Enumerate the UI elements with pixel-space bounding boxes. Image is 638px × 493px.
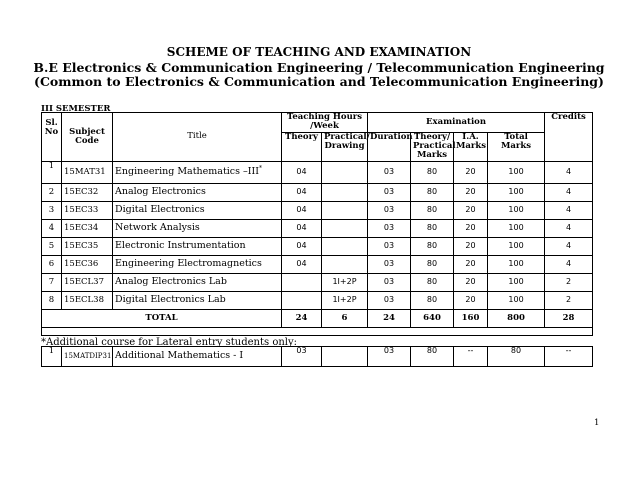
cell-title: Digital Electronics <box>113 201 282 219</box>
cell-title: Network Analysis <box>113 219 282 237</box>
cell-sl: 7 <box>42 273 62 291</box>
cell-credits: 4 <box>545 255 593 273</box>
cell-theory: 04 <box>282 183 322 201</box>
cell-title: Engineering Mathematics –III* <box>113 161 282 183</box>
table-row <box>42 237 593 255</box>
total-ia: 160 <box>454 309 488 327</box>
cell-duration: 03 <box>368 201 411 219</box>
cell-ia: 20 <box>454 237 488 255</box>
header-total-marks: Total Marks <box>488 132 545 161</box>
total-marks: 800 <box>488 309 545 327</box>
cell-code: 15EC34 <box>62 219 113 237</box>
cell-practical <box>322 255 368 273</box>
cell-code: 15EC32 <box>62 183 113 201</box>
cell-credits: 2 <box>545 273 593 291</box>
cell-practical <box>322 237 368 255</box>
cell-total: 100 <box>488 237 545 255</box>
spacer-row <box>42 327 593 335</box>
cell-sl: 3 <box>42 201 62 219</box>
cell-code: 15MAT31 <box>62 161 113 183</box>
table-row <box>42 273 593 291</box>
total-label: TOTAL <box>42 309 282 327</box>
cell-ia: -- <box>454 347 488 367</box>
header-title: Title <box>113 113 282 162</box>
cell-title: Analog Electronics <box>113 183 282 201</box>
header-examination: Examination <box>368 113 545 133</box>
cell-ia: 20 <box>454 273 488 291</box>
cell-ia: 20 <box>454 183 488 201</box>
header-credits: Credits <box>545 113 593 162</box>
cell-code: 15ECL37 <box>62 273 113 291</box>
total-credits: 28 <box>545 309 593 327</box>
cell-practical <box>322 201 368 219</box>
program-heading: B.E Electronics & Communication Engineering / Telecommunication Engineering <box>33 60 605 75</box>
cell-code: 15EC36 <box>62 255 113 273</box>
cell-title: Additional Mathematics - I <box>113 347 282 367</box>
total-tp-marks: 640 <box>411 309 454 327</box>
cell-code: 15EC33 <box>62 201 113 219</box>
cell-duration: 03 <box>368 219 411 237</box>
cell-total: 100 <box>488 161 545 183</box>
cell-total: 100 <box>488 273 545 291</box>
table-row <box>42 183 593 201</box>
cell-tp-marks: 80 <box>411 255 454 273</box>
cell-sl: 2 <box>42 183 62 201</box>
total-duration: 24 <box>368 309 411 327</box>
cell-credits: 4 <box>545 161 593 183</box>
cell-ia: 20 <box>454 201 488 219</box>
header-duration: Duration <box>368 132 411 161</box>
cell-total: 100 <box>488 291 545 309</box>
cell-theory: 04 <box>282 219 322 237</box>
cell-sl: 1 <box>42 161 62 183</box>
total-practical: 6 <box>322 309 368 327</box>
cell-credits: -- <box>545 347 593 367</box>
cell-practical <box>322 161 368 183</box>
cell-practical <box>322 183 368 201</box>
cell-duration: 03 <box>368 291 411 309</box>
cell-total: 100 <box>488 255 545 273</box>
cell-ia: 20 <box>454 291 488 309</box>
cell-theory: 04 <box>282 161 322 183</box>
cell-tp-marks: 80 <box>411 161 454 183</box>
table-row <box>42 291 593 309</box>
header-row-1 <box>42 113 593 133</box>
cell-title: Engineering Electromagnetics <box>113 255 282 273</box>
cell-tp-marks: 80 <box>411 183 454 201</box>
cell-tp-marks: 80 <box>411 237 454 255</box>
cell-duration: 03 <box>368 273 411 291</box>
cell-credits: 4 <box>545 201 593 219</box>
scheme-table <box>41 112 593 336</box>
cell-theory: 04 <box>282 201 322 219</box>
table-row <box>42 255 593 273</box>
cell-duration: 03 <box>368 161 411 183</box>
total-theory: 24 <box>282 309 322 327</box>
header-teaching-hours: Teaching Hours /Week <box>282 113 368 133</box>
header-theory: Theory <box>282 132 322 161</box>
cell-ia: 20 <box>454 219 488 237</box>
cell-title: Analog Electronics Lab <box>113 273 282 291</box>
header-sl: Sl. No <box>42 113 62 162</box>
cell-total: 100 <box>488 183 545 201</box>
cell-practical <box>322 219 368 237</box>
cell-code: 15ECL38 <box>62 291 113 309</box>
header-tp-marks: Theory/ Practical Marks <box>411 132 454 161</box>
lateral-entry-note: *Additional course for Lateral entry students only: <box>41 337 297 348</box>
cell-total: 100 <box>488 219 545 237</box>
cell-credits: 2 <box>545 291 593 309</box>
cell-tp-marks: 80 <box>411 347 454 367</box>
cell-practical: 1I+2P <box>322 291 368 309</box>
cell-credits: 4 <box>545 237 593 255</box>
table-row <box>42 161 593 183</box>
total-row <box>42 309 593 327</box>
cell-sl: 5 <box>42 237 62 255</box>
cell-practical <box>322 347 368 367</box>
cell-tp-marks: 80 <box>411 291 454 309</box>
cell-duration: 03 <box>368 183 411 201</box>
header-subject-code: Subject Code <box>62 113 113 162</box>
table-row <box>42 201 593 219</box>
cell-duration: 03 <box>368 347 411 367</box>
lateral-row <box>42 347 593 367</box>
lateral-table <box>41 346 593 367</box>
cell-credits: 4 <box>545 183 593 201</box>
common-note-heading: (Common to Electronics & Communication and Telecommunication Engineering) <box>34 74 604 89</box>
cell-sl: 8 <box>42 291 62 309</box>
page-number: 1 <box>594 418 600 428</box>
cell-theory: 03 <box>282 347 322 367</box>
cell-practical: 1I+2P <box>322 273 368 291</box>
table-row <box>42 219 593 237</box>
cell-code: 15MATDIP31 <box>62 347 113 367</box>
cell-title: Digital Electronics Lab <box>113 291 282 309</box>
spacer-cell <box>42 327 593 335</box>
cell-title: Electronic Instrumentation <box>113 237 282 255</box>
cell-duration: 03 <box>368 237 411 255</box>
cell-tp-marks: 80 <box>411 273 454 291</box>
cell-ia: 20 <box>454 161 488 183</box>
cell-credits: 4 <box>545 219 593 237</box>
cell-sl: 4 <box>42 219 62 237</box>
semester-label: III SEMESTER <box>41 104 111 114</box>
cell-theory <box>282 273 322 291</box>
cell-code: 15EC35 <box>62 237 113 255</box>
cell-theory: 04 <box>282 237 322 255</box>
header-practical: Practical/ Drawing <box>322 132 368 161</box>
cell-theory <box>282 291 322 309</box>
cell-duration: 03 <box>368 255 411 273</box>
cell-sl: 1 <box>42 347 62 367</box>
cell-total: 100 <box>488 201 545 219</box>
cell-total: 80 <box>488 347 545 367</box>
cell-theory: 04 <box>282 255 322 273</box>
cell-ia: 20 <box>454 255 488 273</box>
cell-sl: 6 <box>42 255 62 273</box>
scheme-heading: SCHEME OF TEACHING AND EXAMINATION <box>166 45 472 59</box>
cell-tp-marks: 80 <box>411 219 454 237</box>
header-ia-marks: I.A. Marks <box>454 132 488 161</box>
cell-tp-marks: 80 <box>411 201 454 219</box>
